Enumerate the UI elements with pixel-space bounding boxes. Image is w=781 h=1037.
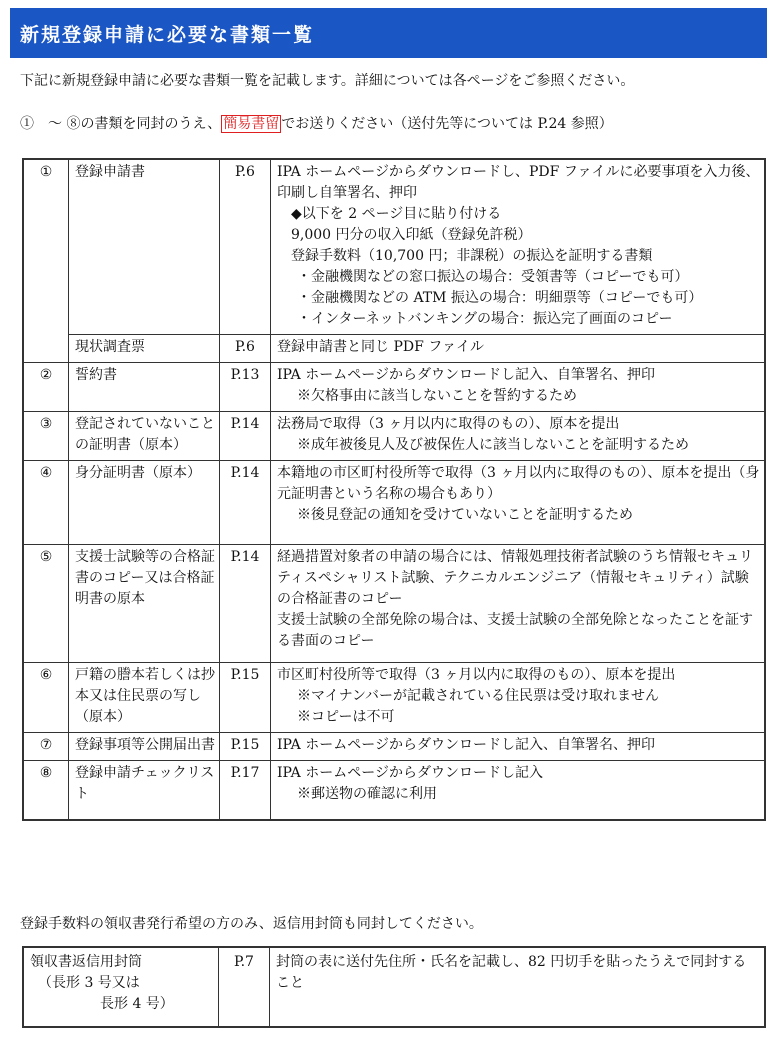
desc-line: ※欠格事由に該当しないことを誓約するため <box>297 388 577 404</box>
page-ref: P.7 <box>219 947 270 1027</box>
table-row <box>23 761 765 821</box>
receipt-envelope-name <box>23 947 219 1027</box>
row-number: ⑧ <box>23 761 69 821</box>
document-name: 戸籍の謄本若しくは抄本又は住民票の写し（原本） <box>69 663 220 733</box>
row-number: ③ <box>23 412 69 461</box>
registered-mail-highlight: 簡易書留 <box>223 116 280 132</box>
document-name: 登録申請チェックリスト <box>69 761 220 821</box>
page-ref: P.6 <box>220 159 271 335</box>
instruction-before: ① ～ ⑧の書類を同封のうえ、 <box>20 116 222 132</box>
desc-line: ・インターネットバンキングの場合：振込完了画面のコピー <box>297 311 673 327</box>
page-ref: P.17 <box>220 761 271 821</box>
desc-line: 支援士試験の全部免除の場合は、支援士試験の全部免除となったことを証する書面のコピー <box>277 612 753 649</box>
table-row <box>23 663 765 733</box>
receipt-note: 登録手数料の領収書発行希望の方のみ、返信用封筒も同封してください。 <box>20 916 483 932</box>
document-description <box>271 159 766 335</box>
table-row <box>23 363 765 412</box>
desc-line: 法務局で取得（3 ヶ月以内に取得のもの）、原本を提出 <box>277 416 620 432</box>
desc-line: IPA ホームページからダウンロードし、PDF ファイルに必要事項を入力後、印刷し自筆署名、押印 <box>277 164 760 201</box>
document-name: 支援士試験等の合格証書のコピー又は合格証明書の原本 <box>69 545 220 663</box>
document-description <box>271 412 766 461</box>
document-description <box>271 733 766 761</box>
document-description <box>271 461 766 545</box>
receipt-name-line: 領収書返信用封筒 <box>30 954 142 970</box>
instruction-text <box>20 113 613 133</box>
document-name: 現状調査票 <box>69 335 220 363</box>
row-number: ⑤ <box>23 545 69 663</box>
desc-line: 9,000 円分の収入印紙（登録免許税） <box>291 227 532 243</box>
instruction-after: でお送りください（送付先等については P.24 参照） <box>281 116 613 132</box>
desc-line: ※後見登記の通知を受けていないことを証明するため <box>297 507 633 523</box>
table-row <box>23 461 765 545</box>
receipt-table <box>22 946 766 1028</box>
document-name: 登録申請書 <box>69 159 220 335</box>
desc-line: ・金融機関などの窓口振込の場合：受領書等（コピーでも可） <box>297 269 689 285</box>
desc-line: 登録申請書と同じ PDF ファイル <box>277 339 484 355</box>
table-row <box>23 412 765 461</box>
desc-line: 経過措置対象者の申請の場合には、情報処理技術者試験のうち情報セキュリティスペシャリスト試験、テクニカルエンジニア（情報セキュリティ）試験の合格証書のコピー <box>277 549 753 607</box>
page-ref: P.13 <box>220 363 271 412</box>
document-description <box>271 545 766 663</box>
table-row <box>23 545 765 663</box>
desc-line: 本籍地の市区町村役所等で取得（3 ヶ月以内に取得のもの）、原本を提出（身元証明書という名称の場合もあり） <box>277 465 760 502</box>
page-ref: P.6 <box>220 335 271 363</box>
desc-line: ※マイナンバーが記載されている住民票は受け取れません <box>297 688 660 704</box>
page-title <box>10 8 767 58</box>
row-number: ① <box>23 159 69 363</box>
table-row <box>23 335 765 363</box>
receipt-name-line: （長形 3 号又は <box>38 975 140 991</box>
table-row <box>23 947 765 1027</box>
desc-line: IPA ホームページからダウンロードし記入 <box>277 765 543 781</box>
desc-line: ◆以下を 2 ページ目に貼り付ける <box>291 206 502 222</box>
page-ref: P.14 <box>220 545 271 663</box>
document-description <box>271 663 766 733</box>
table-row <box>23 733 765 761</box>
desc-line: ※コピーは不可 <box>297 709 395 725</box>
document-description <box>271 761 766 821</box>
document-description <box>271 335 766 363</box>
document-description <box>271 363 766 412</box>
document-name: 誓約書 <box>69 363 220 412</box>
row-number: ⑥ <box>23 663 69 733</box>
row-number: ④ <box>23 461 69 545</box>
desc-line: ・金融機関などの ATM 振込の場合：明細票等（コピーでも可） <box>297 290 703 306</box>
desc-line: ※成年被後見人及び被保佐人に該当しないことを証明するため <box>297 437 689 453</box>
page-title-text: 新規登録申請に必要な書類一覧 <box>20 23 315 46</box>
page-ref: P.15 <box>220 663 271 733</box>
document-name: 身分証明書（原本） <box>69 461 220 545</box>
document-name: 登記されていないことの証明書（原本） <box>69 412 220 461</box>
document-name: 登録事項等公開届出書 <box>69 733 220 761</box>
row-number: ⑦ <box>23 733 69 761</box>
desc-line: ※郵送物の確認に利用 <box>297 786 437 802</box>
page-ref: P.14 <box>220 412 271 461</box>
desc-line: 市区町村役所等で取得（3 ヶ月以内に取得のもの）、原本を提出 <box>277 667 676 683</box>
documents-table <box>22 158 766 821</box>
desc-line: IPA ホームページからダウンロードし記入、自筆署名、押印 <box>277 737 655 753</box>
receipt-name-line: 長形 4 号） <box>100 996 174 1012</box>
desc-line: 登録手数料（10,700 円；非課税）の振込を証明する書類 <box>291 248 653 264</box>
intro-text: 下記に新規登録申請に必要な書類一覧を記載します。詳細については各ページをご参照ください。 <box>20 73 635 89</box>
table-row <box>23 159 765 335</box>
page-ref: P.15 <box>220 733 271 761</box>
receipt-description: 封筒の表に送付先住所・氏名を記載し、82 円切手を貼ったうえで同封すること <box>270 947 766 1027</box>
row-number: ② <box>23 363 69 412</box>
desc-line: IPA ホームページからダウンロードし記入、自筆署名、押印 <box>277 367 655 383</box>
page-ref: P.14 <box>220 461 271 545</box>
